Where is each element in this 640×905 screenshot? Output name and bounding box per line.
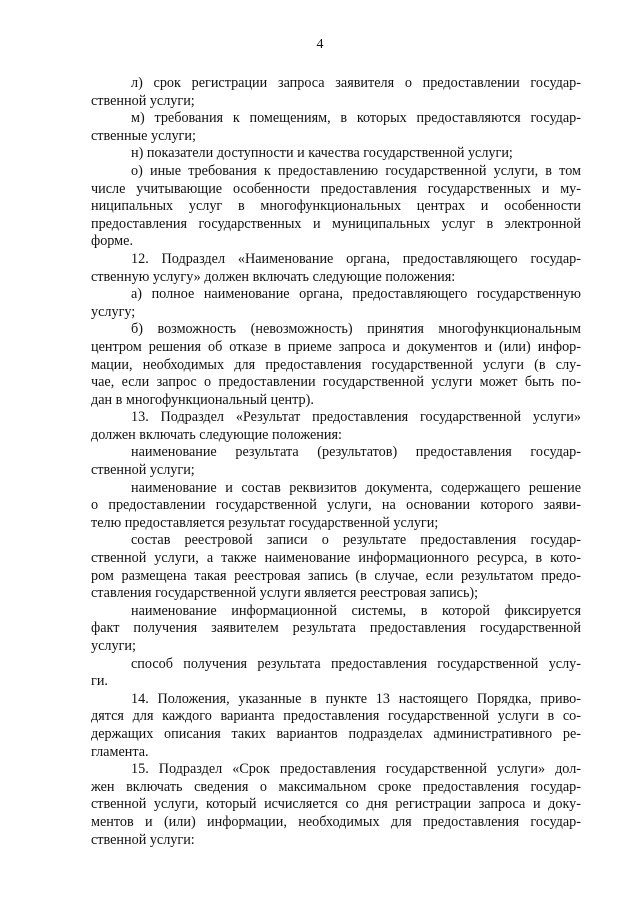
text-line: дятся для каждого варианта предоставления государственной услуги в со- — [91, 708, 581, 725]
text-line: б) возможность (невозможность) принятия многофункциональным — [131, 321, 581, 338]
text-line: форме. — [91, 233, 133, 250]
text-line: держащих описания таких вариантов подразделах административного ре- — [91, 725, 581, 742]
text-line: жен включать сведения о максимальном сроке предоставления государ- — [91, 778, 581, 795]
text-line: о) иные требования к предоставлению государственной услуги, в том — [131, 162, 581, 179]
text-line: мации, необходимых для предоставления государственной услуги (в слу- — [91, 356, 581, 373]
text-line: чае, если запрос о предоставлении государственной услуги может быть по- — [91, 374, 581, 391]
text-line: наименование информационной системы, в которой фиксируется — [131, 602, 581, 619]
document-body — [91, 75, 581, 849]
text-line: 12. Подраздел «Наименование органа, предоставляющего государ- — [131, 250, 581, 267]
text-line: ставления государственной услуги является реестровая запись); — [91, 585, 479, 602]
text-line: центром решения об отказе в приеме запроса и документов и (или) инфор- — [91, 338, 581, 355]
text-line: гламента. — [91, 743, 149, 760]
text-line: ственной услуги: — [91, 831, 195, 848]
text-line: состав реестровой записи о результате предоставления государ- — [131, 532, 581, 549]
text-line: ственной услуги, который исчисляется со дня регистрации запроса и доку- — [91, 796, 581, 813]
text-line: ром размещена такая реестровая запись (в случае, если результатом предо- — [91, 567, 581, 584]
text-line: ги. — [91, 673, 108, 690]
text-line: л) срок регистрации запроса заявителя о предоставлении государ- — [131, 75, 581, 91]
text-line: наименование результата (результатов) предоставления государ- — [131, 444, 581, 461]
text-line: ственной услуги, а также наименование информационного ресурса, в кото- — [91, 550, 581, 567]
text-line: ственной услуги; — [91, 92, 195, 109]
text-line: 14. Положения, указанные в пункте 13 настоящего Порядка, приво- — [131, 690, 581, 707]
text-line: факт получения заявителем результата предоставления государственной — [91, 620, 581, 637]
text-line: 15. Подраздел «Срок предоставления государственной услуги» дол- — [131, 761, 581, 778]
text-line: услуги; — [91, 638, 136, 654]
text-line: ственной услуги; — [91, 462, 195, 479]
text-line: ственную услугу» должен включать следующие положения: — [91, 268, 456, 285]
text-line: 13. Подраздел «Результат предоставления государственной услуги» — [131, 409, 581, 426]
text-line: ниципальных услуг в многофункциональных центрах и особенности — [91, 198, 581, 215]
text-line: а) полное наименование органа, предоставляющего государственную — [131, 286, 581, 303]
text-line: м) требования к помещениям, в которых предоставляются государ- — [131, 110, 581, 127]
text-line: должен включать следующие положения: — [91, 426, 342, 443]
page-number: 4 — [316, 37, 324, 52]
text-line: дан в многофункциональный центр). — [91, 391, 314, 408]
text-line: наименование и состав реквизитов документа, содержащего решение — [131, 479, 581, 496]
text-line: телю предоставляется результат государственной услуги; — [91, 514, 439, 531]
text-line: предоставления государственных и муниципальных услуг в электронной — [91, 215, 581, 232]
text-line: способ получения результата предоставления государственной услу- — [131, 655, 581, 672]
text-line: о предоставлении государственной услуги, на основании которого заяви- — [91, 497, 581, 514]
text-line: числе учитывающие особенности предоставления государственных и му- — [91, 180, 581, 197]
text-line: ственные услуги; — [91, 127, 196, 144]
text-line: н) показатели доступности и качества государственной услуги; — [131, 145, 513, 162]
text-line: ментов и (или) информации, необходимых для предоставления государ- — [91, 813, 581, 830]
text-line: услугу; — [91, 303, 136, 320]
